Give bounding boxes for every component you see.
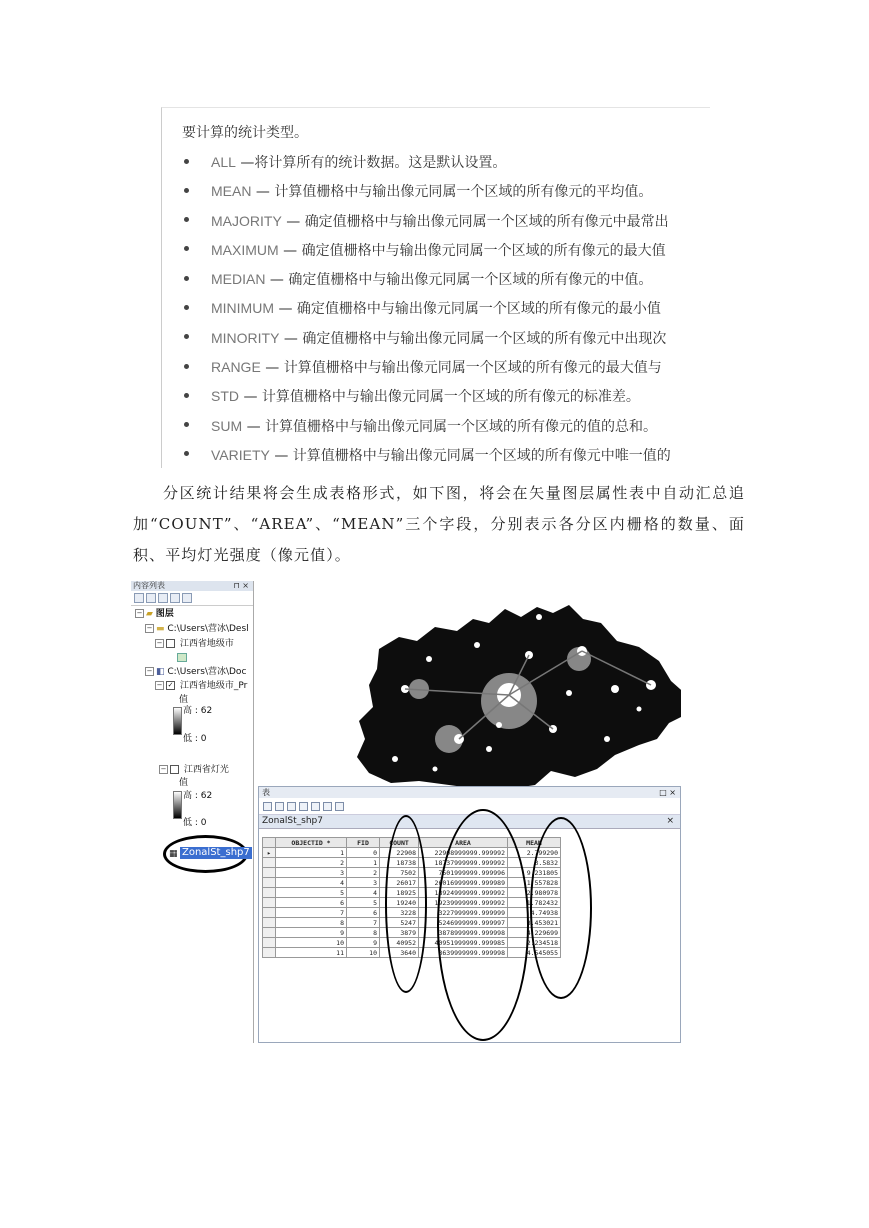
table-cell: 18924999999.999992 bbox=[419, 888, 508, 898]
collapse-icon[interactable]: − bbox=[146, 667, 153, 675]
column-header[interactable]: COUNT bbox=[380, 838, 419, 848]
row-selector[interactable] bbox=[263, 918, 276, 928]
statistic-description: 计算值栅格中与输出像元同属一个区域的所有像元的最大值与 bbox=[283, 360, 662, 377]
statistic-description: 确定值栅格中与输出像元同属一个区域的所有像元的最小值 bbox=[296, 301, 661, 318]
statistic-separator: — bbox=[265, 272, 289, 289]
list-by-selection-icon[interactable] bbox=[170, 593, 180, 603]
body-paragraph bbox=[133, 478, 745, 571]
statistic-type-item bbox=[184, 353, 671, 382]
select-by-attributes-icon[interactable] bbox=[287, 802, 296, 811]
table-cell: 4 bbox=[347, 888, 380, 898]
toc-layer1-node[interactable]: − 江西省地级市 bbox=[156, 639, 234, 649]
layer-visibility-checkbox[interactable] bbox=[170, 765, 179, 774]
options-icon[interactable] bbox=[182, 593, 192, 603]
statistic-description: 计算值栅格中与输出像元同属一个区域的所有像元的标准差。 bbox=[261, 389, 640, 406]
statistic-type-item bbox=[184, 265, 671, 294]
bullet-icon bbox=[184, 422, 189, 427]
switch-selection-icon[interactable] bbox=[299, 802, 308, 811]
statistic-separator: — bbox=[239, 389, 262, 406]
statistic-type-item bbox=[184, 177, 671, 206]
statistic-separator: — bbox=[260, 360, 284, 377]
table-cell: 3640 bbox=[380, 948, 419, 958]
polygon-symbol-icon bbox=[177, 653, 187, 666]
raster-color-ramp bbox=[173, 791, 182, 819]
table-window-titlebar bbox=[259, 787, 680, 798]
related-tables-icon[interactable] bbox=[275, 802, 284, 811]
table-cell: 7 bbox=[347, 918, 380, 928]
table-cell: 18925 bbox=[380, 888, 419, 898]
bullet-icon bbox=[184, 451, 189, 456]
statistic-separator: — bbox=[274, 301, 297, 318]
list-by-visibility-icon[interactable] bbox=[158, 593, 168, 603]
paragraph-text: 分区统计结果将会生成表格形式，如下图，将会在矢量图层属性表中自动汇总追加“COUNT”、“AREA”、“MEAN”三个字段，分别表示各分区内栅格的数量、面积、平均灯光强度（像元值）。 bbox=[133, 484, 745, 564]
statistic-description: 确定值栅格中与输出像元同属一个区域的所有像元中出现次 bbox=[302, 330, 667, 347]
table-cell: 4 bbox=[276, 878, 347, 888]
statistic-description: 确定值栅格中与输出像元同属一个区域的所有像元的中值。 bbox=[288, 272, 653, 289]
row-selector[interactable] bbox=[263, 948, 276, 958]
table-cell: 19239999999.999992 bbox=[419, 898, 508, 908]
statistic-keyword: MEAN bbox=[211, 183, 252, 200]
table-cell: 6 bbox=[347, 908, 380, 918]
raster-color-ramp bbox=[173, 707, 182, 735]
delete-selected-icon[interactable] bbox=[335, 802, 344, 811]
statistic-keyword: RANGE bbox=[211, 359, 261, 376]
statistic-type-item bbox=[184, 148, 671, 177]
zoom-to-selected-icon[interactable] bbox=[323, 802, 332, 811]
table-cell: 22908999999.999992 bbox=[419, 848, 508, 858]
statistic-description: 计算值栅格中与输出像元同属一个区域的所有像元的值的总和。 bbox=[265, 418, 658, 435]
arcmap-screenshot bbox=[131, 581, 681, 1043]
table-cell: 9 bbox=[276, 928, 347, 938]
statistic-type-item bbox=[184, 294, 671, 323]
legend-value-label: 值 bbox=[179, 695, 189, 705]
table-cell: 1 bbox=[276, 848, 347, 858]
row-selector[interactable] bbox=[263, 868, 276, 878]
row-selector-header[interactable] bbox=[263, 838, 276, 848]
row-selector[interactable] bbox=[263, 938, 276, 948]
toc-title: 内容列表 bbox=[133, 581, 165, 590]
statistic-type-item bbox=[184, 324, 671, 353]
statistic-separator: — bbox=[278, 242, 302, 259]
table-cell: 18737999999.999992 bbox=[419, 858, 508, 868]
table-of-contents-panel bbox=[131, 581, 254, 1043]
list-by-source-icon[interactable] bbox=[146, 593, 156, 603]
pin-close-icon[interactable]: ⊓ × bbox=[233, 581, 249, 590]
attribute-table-window bbox=[258, 786, 681, 1043]
column-header[interactable]: AREA bbox=[419, 838, 508, 848]
bullet-icon bbox=[184, 276, 189, 281]
table-cell: 3 bbox=[276, 868, 347, 878]
statistic-separator: — bbox=[269, 447, 293, 464]
collapse-icon[interactable]: − bbox=[136, 609, 143, 617]
statistic-description: 确定值栅格中与输出像元同属一个区域的所有像元的最大值 bbox=[301, 242, 666, 259]
nightlight-map bbox=[339, 589, 681, 789]
statistic-separator: — bbox=[235, 155, 255, 171]
table-cell: 40952 bbox=[380, 938, 419, 948]
help-title: 要计算的统计类型。 bbox=[182, 125, 308, 141]
collapse-icon[interactable]: − bbox=[156, 681, 163, 689]
legend-value-label: 值 bbox=[179, 778, 189, 788]
toc-toolbar bbox=[131, 591, 253, 606]
table-cell: 3639999999.999998 bbox=[419, 948, 508, 958]
table-cell: 5246999999.999997 bbox=[419, 918, 508, 928]
table-cell: 2.980978 bbox=[508, 888, 561, 898]
count-highlight-ellipse bbox=[385, 815, 427, 993]
area-highlight-ellipse bbox=[437, 809, 529, 1041]
row-selector[interactable] bbox=[263, 898, 276, 908]
statistic-keyword: MAXIMUM bbox=[211, 241, 279, 258]
statistic-keyword: MEDIAN bbox=[211, 271, 266, 288]
toc-layers-node[interactable]: − ▰ 图层 bbox=[136, 609, 174, 619]
toc-path1-node[interactable]: − ▬ C:\Users\营冰\Desl bbox=[146, 624, 249, 634]
bullet-icon bbox=[184, 334, 189, 339]
table-cell: 18738 bbox=[380, 858, 419, 868]
table-cell: 1.557828 bbox=[508, 878, 561, 888]
statistic-description: 确定值栅格中与输出像元同属一个区域的所有像元中最常出 bbox=[304, 213, 669, 230]
row-selector[interactable] bbox=[263, 908, 276, 918]
table-cell: 3228 bbox=[380, 908, 419, 918]
legend-high-label: 高 : 62 bbox=[183, 706, 213, 716]
table-cell: 5247 bbox=[380, 918, 419, 928]
statistic-keyword: MINORITY bbox=[211, 329, 280, 346]
table-cell: 10 bbox=[276, 938, 347, 948]
table-cell: 11 bbox=[276, 948, 347, 958]
table-cell: 8 bbox=[276, 918, 347, 928]
table-cell: 22908 bbox=[380, 848, 419, 858]
table-cell: 1.782432 bbox=[508, 898, 561, 908]
table-options-icon[interactable] bbox=[263, 802, 272, 811]
layers-folder-icon: ▰ bbox=[146, 609, 153, 619]
mean-highlight-ellipse bbox=[530, 817, 592, 999]
table-cell: 1 bbox=[347, 858, 380, 868]
table-cell: 26017 bbox=[380, 878, 419, 888]
toc-layer2-node[interactable]: − ✓ 江西省地级市_Pr bbox=[156, 681, 248, 691]
table-cell: 2 bbox=[347, 868, 380, 878]
statistic-description: 计算值栅格中与输出像元同属一个区域的所有像元中唯一值的 bbox=[292, 447, 671, 464]
row-selector[interactable] bbox=[263, 928, 276, 938]
bullet-icon bbox=[184, 393, 189, 398]
statistic-keyword: ALL bbox=[211, 154, 236, 170]
table-cell: 26016999999.999989 bbox=[419, 878, 508, 888]
legend-low-label: 低 : 0 bbox=[183, 734, 207, 744]
statistic-description: 计算值栅格中与输出像元同属一个区域的所有像元的平均值。 bbox=[274, 184, 653, 201]
table-cell: 3.453021 bbox=[508, 918, 561, 928]
table-cell: 6 bbox=[276, 898, 347, 908]
table-cell: 8 bbox=[347, 928, 380, 938]
window-controls-icon[interactable]: □ × bbox=[659, 788, 676, 797]
table-cell: 3227999999.999999 bbox=[419, 908, 508, 918]
table-cell: 2.799290 bbox=[508, 848, 561, 858]
table-cell: 7501999999.999996 bbox=[419, 868, 508, 878]
table-cell: 7 bbox=[276, 908, 347, 918]
statistic-keyword: SUM bbox=[211, 417, 243, 434]
toc-layer3-node[interactable]: − 江西省灯光 bbox=[160, 765, 229, 775]
bullet-icon bbox=[184, 246, 189, 251]
table-cell: 3.5832 bbox=[508, 858, 561, 868]
bullet-icon bbox=[184, 305, 189, 310]
statistic-keyword: MAJORITY bbox=[211, 212, 282, 229]
table-cell: 19240 bbox=[380, 898, 419, 908]
statistic-keyword: MINIMUM bbox=[211, 300, 274, 317]
statistic-type-item bbox=[184, 441, 671, 468]
column-header[interactable]: FID bbox=[347, 838, 380, 848]
table-cell: 3878999999.999998 bbox=[419, 928, 508, 938]
statistic-type-item bbox=[184, 382, 671, 411]
statistic-separator: — bbox=[281, 213, 305, 230]
list-by-order-icon[interactable] bbox=[134, 593, 144, 603]
table-cell: 40951999999.999985 bbox=[419, 938, 508, 948]
layer-visibility-checkbox[interactable]: ✓ bbox=[167, 681, 174, 689]
statistic-separator: — bbox=[251, 184, 275, 201]
row-selector[interactable] bbox=[263, 878, 276, 888]
statistic-keyword: VARIETY bbox=[211, 446, 270, 463]
statistic-separator: — bbox=[242, 418, 266, 435]
zonal-table-node[interactable]: ZonalSt_shp7 bbox=[182, 847, 250, 858]
table-icon: ▦ bbox=[169, 849, 178, 859]
row-selector[interactable] bbox=[263, 888, 276, 898]
statistic-type-item bbox=[184, 207, 671, 236]
statistic-keyword: STD bbox=[211, 388, 239, 405]
collapse-icon[interactable]: − bbox=[160, 765, 167, 773]
table-window-title: 表 bbox=[262, 788, 270, 797]
row-selector[interactable] bbox=[263, 858, 276, 868]
statistic-description: 将计算所有的统计数据。这是默认设置。 bbox=[254, 155, 507, 171]
table-tab-label: ZonalSt_shp7 bbox=[262, 816, 323, 826]
table-cell: 0 bbox=[347, 848, 380, 858]
collapse-icon[interactable]: − bbox=[156, 639, 163, 647]
column-header[interactable]: MEAN bbox=[508, 838, 561, 848]
bullet-icon bbox=[184, 159, 189, 164]
table-cell: 4.229699 bbox=[508, 928, 561, 938]
statistic-type-list bbox=[184, 148, 671, 468]
database-icon: ◧ bbox=[156, 667, 165, 677]
statistic-separator: — bbox=[279, 330, 303, 347]
table-cell: 3 bbox=[347, 878, 380, 888]
table-cell: 4.545055 bbox=[508, 948, 561, 958]
statistic-type-item bbox=[184, 236, 671, 265]
collapse-icon[interactable]: − bbox=[146, 624, 153, 632]
table-cell: 9.231805 bbox=[508, 868, 561, 878]
table-cell: 2 bbox=[276, 858, 347, 868]
row-selector[interactable]: ▸ bbox=[263, 848, 276, 858]
column-header[interactable]: OBJECTID * bbox=[276, 838, 347, 848]
table-cell: 5 bbox=[347, 898, 380, 908]
table-cell: 7502 bbox=[380, 868, 419, 878]
clear-selection-icon[interactable] bbox=[311, 802, 320, 811]
legend-high-label: 高 : 62 bbox=[183, 791, 213, 801]
table-cell: 9 bbox=[347, 938, 380, 948]
close-tab-icon[interactable]: × bbox=[666, 816, 674, 826]
table-cell: 2.234518 bbox=[508, 938, 561, 948]
table-cell: 3879 bbox=[380, 928, 419, 938]
toc-path2-node[interactable]: − ◧ C:\Users\营冰\Doc bbox=[146, 667, 247, 677]
table-cell: 4.74938 bbox=[508, 908, 561, 918]
help-snippet bbox=[161, 107, 710, 468]
bullet-icon bbox=[184, 188, 189, 193]
statistic-type-item bbox=[184, 412, 671, 441]
legend-low-label: 低 : 0 bbox=[183, 818, 207, 828]
folder-icon: ▬ bbox=[156, 624, 165, 634]
layer-visibility-checkbox[interactable] bbox=[166, 639, 175, 648]
bullet-icon bbox=[184, 217, 189, 222]
table-cell: 5 bbox=[276, 888, 347, 898]
table-cell: 10 bbox=[347, 948, 380, 958]
toc-header bbox=[131, 581, 253, 591]
bullet-icon bbox=[184, 364, 189, 369]
